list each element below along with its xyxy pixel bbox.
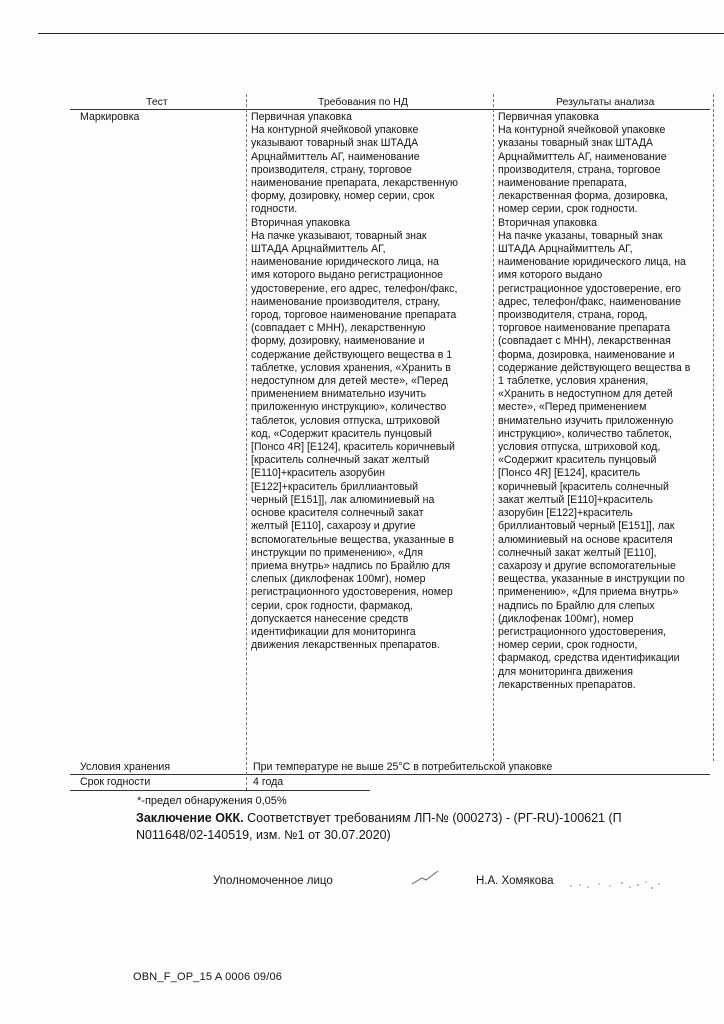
header-divider [70,109,710,110]
text-line: солнечный закат желтый [E110], [498,546,657,559]
signatory-role: Уполномоченное лицо [213,875,333,887]
text-line: Арцнаймиттель АГ, наименование [498,150,667,163]
results-secondary-title: Вторичная упаковка [498,216,598,229]
text-line: наименование препарата, лекарственную [251,177,459,190]
text-line: «Содержит краситель пунцовый [498,454,657,467]
text-line: наименование юридического лица, на [498,256,686,269]
text-line: инструкции по применению», «Для [251,546,423,559]
text-line: [Понсо 4R] [E124], краситель коричневый [251,441,455,454]
top-rule [38,33,724,34]
results-primary-text [498,124,712,216]
text-line: таблетке, условия хранения, «Хранить в [251,361,451,374]
text-line: На пачке указывают, товарный знак [251,229,427,242]
text-line: На пачке указаны, товарный знак [498,229,663,242]
text-line: желтый [E110], сахарозу и другие [251,520,416,533]
text-line: регистрационного удостоверения, номер [251,586,453,599]
header-results: Результаты анализа [556,96,655,108]
text-line: алюминиевый на основе красителя [498,533,673,546]
text-line: недоступном для детей месте», «Перед [251,375,449,388]
text-line: форму, дозировку, наименование и [251,335,425,348]
form-code: OBN_F_OP_15 A 0006 09/06 [133,971,283,983]
text-line: применением внимательно изучить [251,388,427,401]
text-line: для мониторинга движения [498,665,633,678]
requirements-primary-text [251,124,491,216]
requirements-primary-title: Первичная упаковка [251,111,352,123]
text-line: производителя, страна, город, [498,309,648,322]
text-line: Арцнаймиттель АГ, наименование [251,150,420,163]
text-line: наименование производителя, страну, [251,295,441,308]
text-line: приема внутрь» надпись по Брайлю для [251,559,451,572]
shelf-life-test-label: Срок годности [80,776,151,788]
text-line: таблеток, условия отпуска, штриховой [251,414,440,427]
results-secondary-text [498,230,712,692]
text-line: форму, дозировку, номер серии, срок [251,190,435,203]
column-divider-3 [713,94,714,761]
marking-results [498,111,712,692]
text-line: (совпадает с МНН), лекарственная [498,335,671,348]
requirements-secondary-title: Вторичная упаковка [251,216,351,229]
text-line: (диклофенак 100мг), номер [498,612,634,625]
text-line: коричневый [краситель солнечный [498,480,669,493]
conclusion-text: Соответствует требованиям ЛП-№ (000273) - (РГ-RU)-100621 (П N011648/02-140519, изм. №1 от 30.07.2020) [136,811,622,842]
conclusion-label: Заключение ОКК. [136,811,244,825]
text-line: [Понсо 4R] [E124], краситель [498,467,641,480]
text-line: На контурной ячейковой упаковке [251,124,419,137]
text-line: [E122]+краситель бриллиантовый [251,480,419,493]
text-line: На контурной ячейковой упаковке [498,124,666,137]
column-divider-1 [246,94,247,790]
text-line: фармакод, средства идентификации [498,652,680,665]
text-line: код, «Содержит краситель пунцовый [251,427,432,440]
text-line: указаны товарный знак ШТАДА [498,137,654,150]
text-line: месте», «Перед применением [498,401,647,414]
text-line: удостоверение, его адрес, телефон/факс, [251,282,458,295]
text-line: (совпадает с МНН), лекарственную [251,322,426,335]
text-line: бриллиантовый черный [E151]], лак [498,520,675,533]
column-divider-2 [493,94,494,761]
text-line: «Хранить в недоступном для детей [498,388,673,401]
text-line: наименование юридического лица, на [251,256,439,269]
text-line: надпись по Брайлю для слепых [498,599,655,612]
conclusion [136,810,696,844]
text-line: идентификации для мониторинга [251,625,416,638]
text-line: номер серии, срок годности, [498,639,638,652]
requirements-secondary-text [251,230,491,653]
text-line: внимательно изучить приложенную [498,414,674,427]
storage-value: При температуре не выше 25°С в потребительской упаковке [253,761,553,773]
text-line: вещества, указанные в инструкции по [498,573,685,586]
text-line: ШТАДА Арцнаймиттель АГ, [498,243,633,256]
text-line: 1 таблетке, условия хранения, [498,375,649,388]
storage-test-label: Условия хранения [80,761,171,773]
text-line: [E110]+краситель азорубин [251,467,386,480]
header-test: Тест [146,96,168,108]
text-line: лекарственных препаратов. [498,678,636,691]
text-line: азорубин [E122]+краситель [498,507,633,520]
text-line: торговое наименование препарата [498,322,671,335]
results-primary-title: Первичная упаковка [498,111,599,123]
text-line: производителя, страна, торговое [498,163,661,176]
text-line: указывают товарный знак ШТАДА [251,137,419,150]
marking-requirements [251,111,491,652]
signature-dots-icon [566,876,666,892]
marking-test-label: Маркировка [80,111,140,123]
text-line: вспомогательные вещества, указанные в [251,533,454,546]
signatory-name: Н.А. Хомякова [476,875,554,887]
text-line: черный [E151]], лак алюминиевый на [251,493,435,506]
text-line: серии, срок годности, фармакод, [251,599,413,612]
text-line: имя которого выдано регистрационное [251,269,444,282]
text-line: допускается нанесение средств [251,612,409,625]
shelf-life-value: 4 года [253,776,284,788]
text-line: регистрационного удостоверения, [498,625,667,638]
text-line: производителя, страну, торговое [251,163,412,176]
text-line: адрес, телефон/факс, наименование [498,295,681,308]
text-line: город, торговое наименование препарата [251,309,457,322]
text-line: инструкцию», количество таблеток, [498,427,672,440]
text-line: номер серии, срок годности. [498,203,638,216]
text-line: лекарственная форма, дозировка, [498,190,668,203]
text-line: содержание действующего вещества в 1 [251,348,453,361]
text-line: приложенную инструкцию», количество [251,401,447,414]
text-line: содержание действующего вещества в [498,361,691,374]
footnote: *-предел обнаружения 0,05% [137,795,287,807]
text-line: ШТАДА Арцнаймиттель АГ, [251,243,386,256]
table-bottom-rule [70,790,370,791]
text-line: годности. [251,203,298,216]
header-requirements: Требования по НД [318,96,408,108]
text-line: движения лекарственных препаратов. [251,639,440,652]
text-line: форма, дозировка, наименование и [498,348,675,361]
text-line: [краситель солнечный закат желтый [251,454,430,467]
text-line: применению», «Для приема внутрь» [498,586,679,599]
text-line: имя которого выдано [498,269,603,282]
text-line: регистрационное удостоверение, его [498,282,681,295]
text-line: закат желтый [E110]+краситель [498,493,653,506]
text-line: наименование препарата, [498,177,627,190]
text-line: условия отпуска, штриховой код, [498,441,661,454]
text-line: слепых (диклофенак 100мг), номер [251,573,426,586]
signature-scribble-icon [410,868,440,888]
text-line: основе красителя солнечный закат [251,507,424,520]
text-line: сахарозу и другие вспомогательные [498,559,676,572]
